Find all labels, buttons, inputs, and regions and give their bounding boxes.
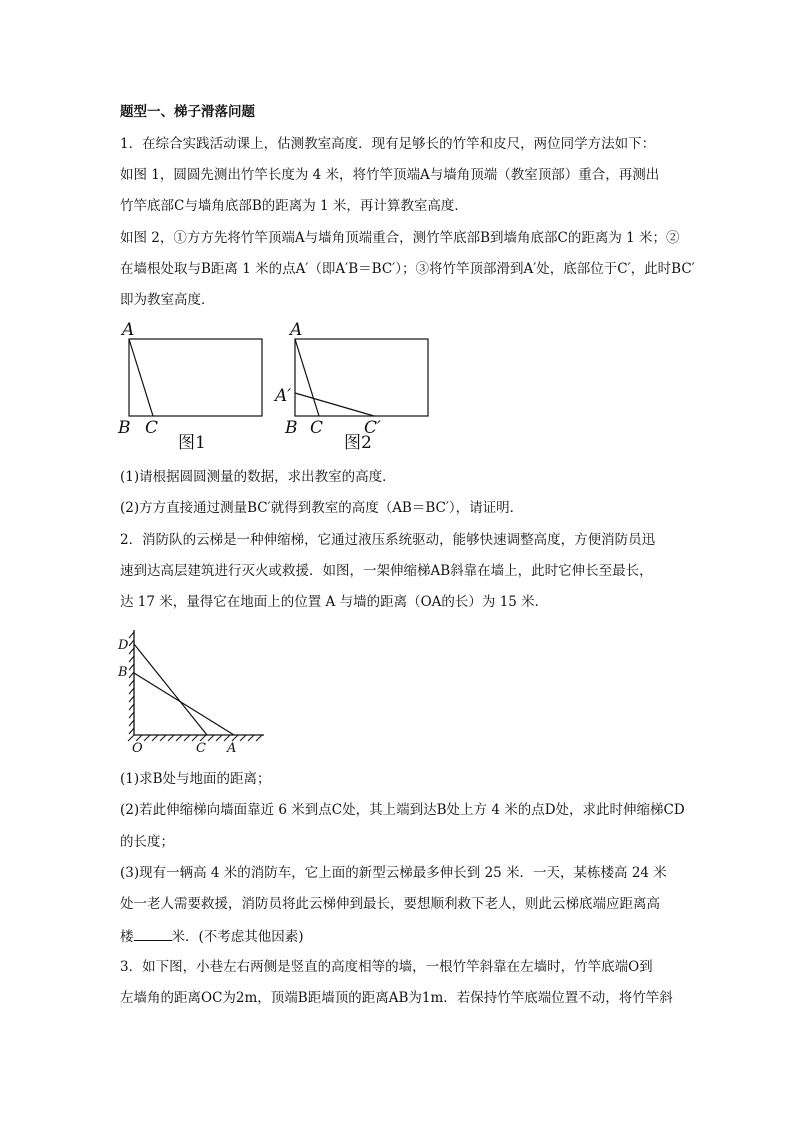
problem3-line-2: 左墙角的距离OC为2m，顶端B距墙顶的距离AB为1m．若保持竹竿底端位置不动，将竹竿斜: [120, 990, 673, 1006]
fig2-pole-original: [295, 339, 319, 416]
answer-blank[interactable]: [134, 928, 172, 941]
fig2-label-a: A: [290, 320, 303, 340]
ladder-cd: [134, 644, 207, 735]
problem1-line-4: 如图 2，①方方先将竹竿顶端A与墙角顶端重合，测竹竿底部B到墙角底部C的距离为 1 米；②: [120, 230, 680, 246]
fig2-label-a-prime: A′: [275, 386, 292, 406]
fig2-label-c: C: [310, 418, 324, 438]
label-a: A: [227, 741, 237, 756]
problem1-line-5: 在墙根处取与B距离 1 米的点A′（即A′B＝BC′）；③将竹竿顶部滑到A′处，底部位于C′，此时BC′: [120, 261, 695, 277]
problem1-line-2: 如图 1，圆圆先测出竹竿长度为 4 米，将竹竿顶端A与墙角顶端（教室顶部）重合，再测出: [120, 167, 660, 183]
fig1-label-b: B: [118, 418, 131, 438]
fig2-label-b: B: [285, 418, 298, 438]
ladder-ab: [134, 673, 234, 735]
fig1-label-c: C: [145, 418, 159, 438]
figure-1: [112, 318, 272, 454]
label-b: B: [118, 665, 128, 680]
problem2-question-1: (1)求B处与地面的距离；: [120, 771, 271, 787]
problem2-question-3: (3)现有一辆高 4 米的消防车，它上面的新型云梯最多伸长到 25 米．一天，某栋楼高 24 米: [120, 865, 667, 881]
problem1-line-3: 竹竿底部C与墙角底部B的距离为 1 米，再计算教室高度．: [120, 198, 468, 214]
problem1-line-6: 即为教室高度．: [120, 292, 215, 308]
problem2-line-2: 速到达高层建筑进行灭火或救援．如图，一架伸缩梯AB斜靠在墙上，此时它伸长至最长，: [120, 563, 653, 579]
label-d: D: [118, 638, 129, 653]
problem3-line-1: 3．如下图，小巷左右两侧是竖直的高度相等的墙，一根竹竿斜靠在左墙时，竹竿底端O到: [120, 959, 653, 975]
problem2-line-3: 达 17 米，量得它在地面上的位置 A 与墙的距离（OA的长）为 15 米．: [120, 594, 549, 610]
fig2-label-c-prime: C′: [364, 418, 381, 438]
section-title: 题型一、梯子滑落问题: [120, 104, 255, 120]
ladder-figure: [112, 628, 272, 756]
problem2-question-3-last: [120, 928, 304, 945]
problem2-question-2: (2)若此伸缩梯向墙面靠近 6 米到点C处，其上端到达B处上方 4 米的点D处，求此时伸缩梯CD: [120, 802, 685, 818]
fig1-label-a: A: [122, 320, 135, 340]
fig2-pole-slid: [295, 393, 374, 416]
ground-hatching: [128, 735, 262, 741]
problem2-question-2-cont: 的长度；: [120, 834, 174, 850]
problem1-question-2: (2)方方直接通过测量BC′就得到教室的高度（AB＝BC′），请证明．: [120, 500, 524, 516]
label-c: C: [196, 741, 206, 756]
figure-2: [272, 318, 437, 454]
last-line-before: 楼: [120, 929, 134, 945]
problem1-question-1: (1)请根据圆圆测量的数据，求出教室的高度．: [120, 469, 396, 485]
fig2-caption: 图2: [344, 433, 372, 453]
wall-hatching: [129, 632, 134, 734]
last-line-after: 米．(不考虑其他因素): [171, 929, 304, 945]
problem2-question-3-cont: 处一老人需要救援，消防员将此云梯伸到最长，要想顺利救下老人，则此云梯底端应距离高: [120, 896, 660, 912]
problem2-line-1: 2．消防队的云梯是一种伸缩梯，它通过液压系统驱动，能够快速调整高度，方便消防员迅: [120, 532, 656, 548]
fig1-caption: 图1: [178, 433, 206, 453]
problem1-line-1: 1．在综合实践活动课上，估测教室高度．现有足够长的竹竿和皮尺，两位同学方法如下：: [120, 136, 656, 152]
fig1-pole: [129, 339, 153, 416]
label-o: O: [132, 741, 143, 756]
